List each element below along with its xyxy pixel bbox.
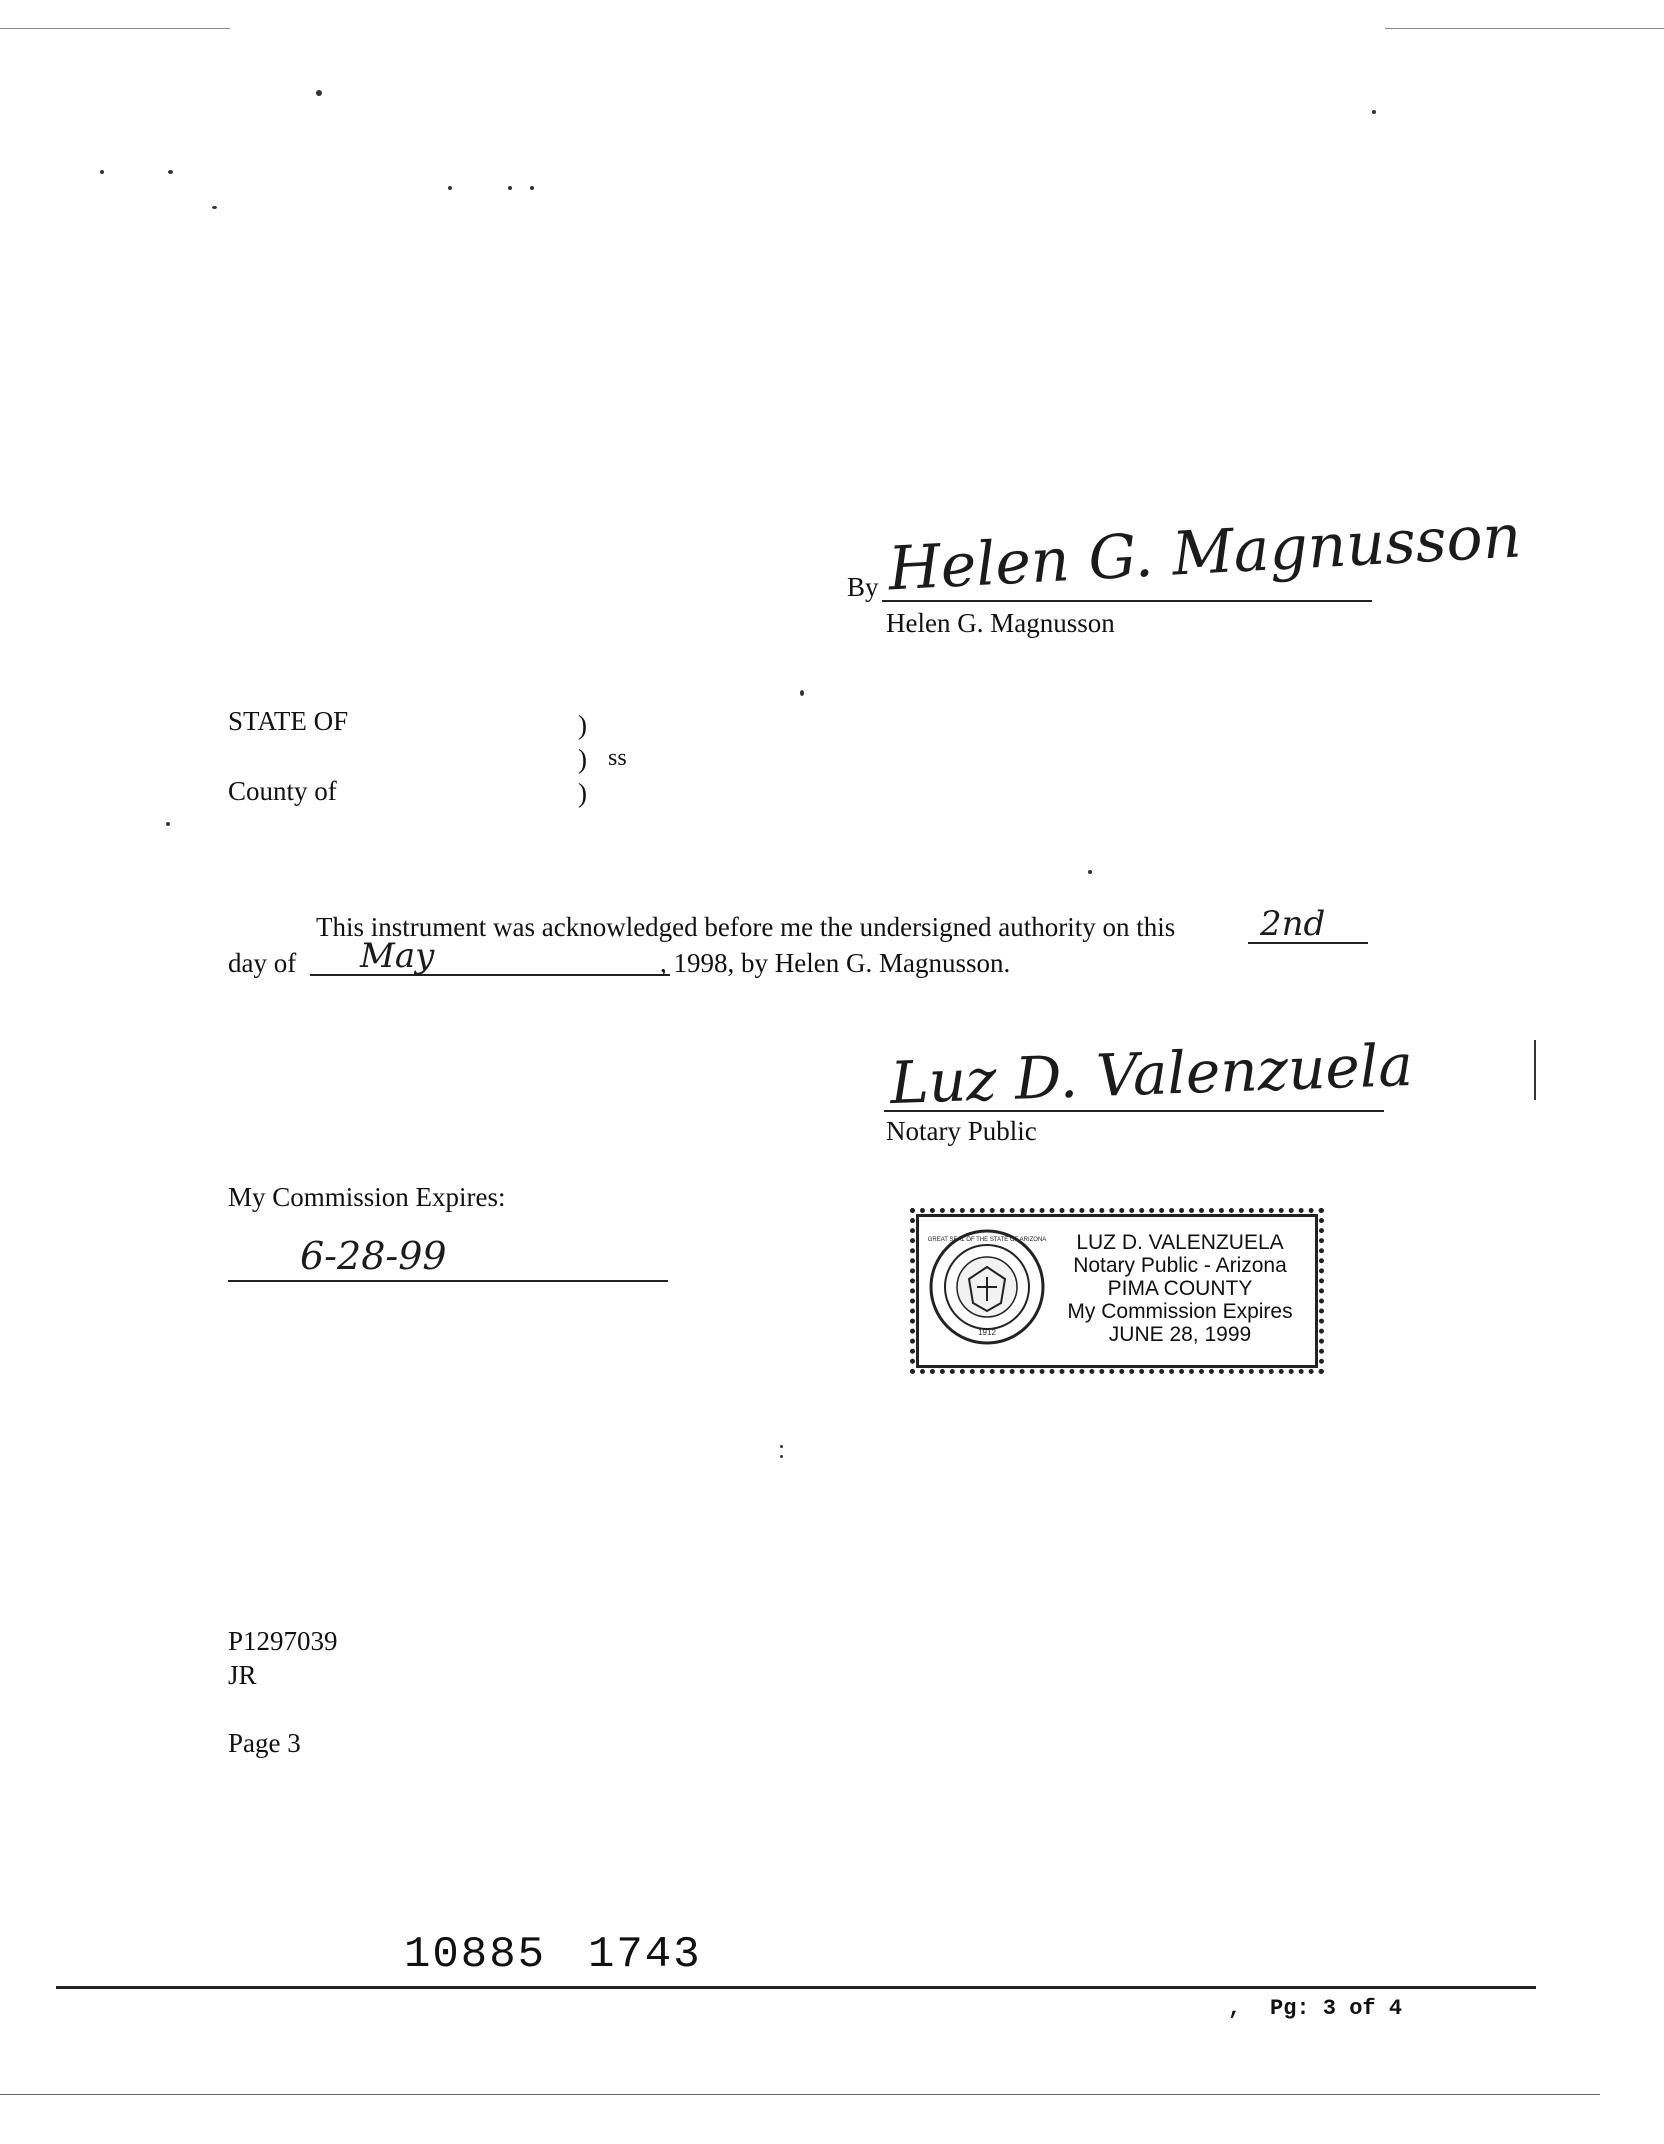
recording-number-page: 1743: [588, 1930, 702, 1980]
venue-paren: ): [578, 778, 587, 808]
notary-title: Notary Public: [886, 1116, 1037, 1146]
arizona-seal-icon: [927, 1227, 1047, 1347]
scan-speck: [508, 186, 512, 190]
scan-speck: [780, 1445, 783, 1448]
page-label: Page 3: [228, 1728, 301, 1758]
day-handwritten: 2nd: [1260, 904, 1326, 944]
stamp-text-block: [1055, 1231, 1305, 1346]
scan-speck: [530, 186, 534, 190]
page-counter: Pg: 3 of 4: [1270, 1996, 1403, 2021]
stamp-county: PIMA COUNTY: [1107, 1277, 1253, 1300]
recording-number-docket: 10885: [404, 1930, 547, 1980]
commission-date-line: [228, 1280, 668, 1282]
commission-date-handwritten: 6-28-99: [300, 1234, 447, 1278]
scan-speck: [168, 170, 173, 174]
state-of-label: STATE OF: [228, 706, 349, 736]
commission-label: My Commission Expires:: [228, 1182, 506, 1212]
venue-paren: ): [578, 710, 587, 740]
acknowledgment-line-2: , 1998, by Helen G. Magnusson.: [660, 948, 1011, 978]
document-initials: JR: [228, 1660, 257, 1690]
signature-line: [882, 600, 1372, 602]
scan-speck: [1372, 110, 1376, 114]
scan-speck: [448, 186, 452, 190]
county-of-label: County of: [228, 776, 337, 806]
page-counter-comma: ,: [1228, 1996, 1242, 2021]
signer-name: Helen G. Magnusson: [886, 608, 1115, 638]
acknowledgment-line-1: This instrument was acknowledged before me the undersigned authority on this: [316, 912, 1176, 942]
ss-label: ss: [608, 745, 627, 771]
notary-stamp: [910, 1208, 1324, 1374]
month-handwritten: May: [360, 936, 435, 976]
scan-speck: [800, 690, 804, 696]
scan-speck: [212, 206, 217, 209]
scan-speck: [100, 170, 104, 174]
day-of-label: day of: [228, 948, 297, 978]
notary-signature-line: [884, 1110, 1384, 1112]
stamp-commission-date: JUNE 28, 1999: [1108, 1323, 1252, 1346]
stamp-commission-label: My Commission Expires: [1067, 1300, 1293, 1323]
scan-speck: [780, 1455, 783, 1458]
scan-speck: [316, 90, 322, 96]
by-label: By: [847, 572, 879, 602]
stamp-notary-name: LUZ D. VALENZUELA: [1076, 1231, 1284, 1254]
seal-year: 1912: [978, 1328, 996, 1337]
top-scan-edge-left: [0, 28, 230, 29]
scan-margin-mark: [1534, 1040, 1536, 1100]
scan-speck: [1088, 870, 1092, 874]
seal-ring-text: GREAT SEAL OF THE STATE OF ARIZONA: [927, 1237, 1047, 1243]
venue-paren: ): [578, 744, 587, 774]
bottom-scan-edge: [0, 2094, 1600, 2095]
document-reference: P1297039: [228, 1626, 338, 1656]
stamp-notary-title: Notary Public - Arizona: [1073, 1254, 1287, 1277]
scan-speck: [166, 822, 170, 826]
footer-rule: [56, 1986, 1536, 1989]
notary-signature: Luz D. Valenzuela: [888, 1030, 1414, 1118]
top-scan-edge-right: [1385, 28, 1664, 29]
signer-signature: Helen G. Magnusson: [886, 501, 1523, 605]
